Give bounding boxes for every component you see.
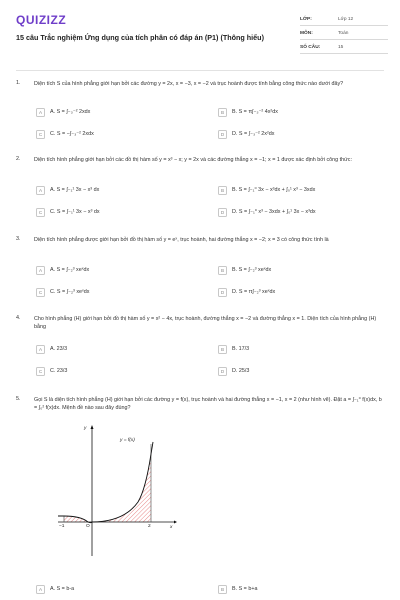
option-b[interactable] — [218, 185, 368, 197]
header-divider — [16, 70, 384, 71]
option-text: C. S = ∫₋₂³ xeˣdx — [50, 289, 90, 295]
function-graph-figure — [54, 424, 178, 560]
option-badge: A — [36, 345, 45, 354]
question-text: Diện tích hình phẳng được giới hạn bởi đồ thị hàm số y = eˣ, trục hoành, hai đường thẳng x = −2; x = 3 có công thức tính là — [34, 237, 329, 243]
shaded-area-right — [92, 454, 151, 522]
option-text: D. S = ∫₋₃⁻² 2x²dx — [232, 131, 275, 137]
meta-subject-label: MÔN: — [300, 31, 313, 36]
option-badge: B — [218, 266, 227, 275]
question-text: Diện tích hình phẳng giới hạn bởi các đồ thị hàm số y = x³ − x; y = 2x và các đường thẳng x = −1; x = 1 được xác định bởi công thức: — [34, 157, 352, 163]
y-axis-arrow — [91, 425, 94, 429]
option-badge: C — [36, 208, 45, 217]
option-badge: C — [36, 130, 45, 139]
meta-count-label: SỐ CÂU: — [300, 45, 321, 50]
y-axis-label: y — [84, 426, 87, 431]
option-c[interactable] — [36, 207, 186, 219]
option-badge: D — [218, 367, 227, 376]
option-badge: B — [218, 345, 227, 354]
x-axis-label: x — [170, 525, 173, 530]
meta-grade-value: Lớp 12 — [338, 17, 354, 22]
option-text: A. 23/3 — [50, 346, 68, 352]
question-number: 4. — [16, 315, 21, 321]
option-c[interactable] — [36, 287, 186, 299]
option-text: A. S = b-a — [50, 586, 75, 592]
meta-subject-value: Toán — [338, 31, 349, 36]
option-badge: B — [218, 186, 227, 195]
option-badge: B — [218, 585, 227, 594]
option-text: C. 23/3 — [50, 368, 68, 374]
question-number: 2. — [16, 156, 21, 162]
document-header — [0, 0, 400, 68]
origin-label: O — [86, 524, 90, 529]
option-text: D. 25/3 — [232, 368, 250, 374]
option-text: A. S = ∫₋₃⁻² 2xdx — [50, 109, 91, 115]
option-text: B. 17/3 — [232, 346, 250, 352]
option-badge: A — [36, 585, 45, 594]
quizizz-logo: QUIZIZZ — [16, 13, 67, 27]
meta-count-value: 15 — [338, 45, 344, 50]
tick-neg-label: −1 — [59, 524, 65, 529]
option-text: B. S = π∫₋₃⁻² 4x²dx — [232, 109, 278, 115]
option-a[interactable] — [36, 584, 186, 596]
option-b[interactable] — [218, 265, 368, 277]
option-b[interactable] — [218, 107, 368, 119]
option-a[interactable] — [36, 107, 186, 119]
option-badge: D — [218, 130, 227, 139]
meta-grade — [300, 14, 388, 26]
option-a[interactable] — [36, 265, 186, 277]
question-text: Cho hình phẳng (H) giới hạn bởi đồ thị hàm số y = x² − 4x, trục hoành, đường thẳng x = −2 và đường thẳng x = 1. Diện tích của hình phẳng (H) bằng — [34, 316, 377, 331]
option-d[interactable] — [218, 129, 368, 141]
option-a[interactable] — [36, 185, 186, 197]
question-number: 1. — [16, 80, 21, 86]
option-c[interactable] — [36, 129, 186, 141]
option-text: A. S = ∫₋₁¹ 3x − x³ dx — [50, 187, 100, 193]
option-b[interactable] — [218, 584, 368, 596]
option-text: D. S = π∫₋₂³ xeˣdx — [232, 289, 276, 295]
option-text: B. S = ∫₋₂³ xeˣdx — [232, 267, 272, 273]
option-badge: A — [36, 186, 45, 195]
option-badge: D — [218, 288, 227, 297]
option-text: B. S = b+a — [232, 586, 258, 592]
curve-label: y = f(x) — [120, 438, 135, 443]
question-text: Gọi S là diện tích hình phẳng (H) giới hạn bởi các đường y = f(x), trục hoành và hai đường thẳng x = −1, x = 2 (như hình vẽ). Đặt a = ∫₋₁⁰ f(x)dx, b = ∫₀² f(x)dx. Mệnh đề nào sau đây đúng? — [34, 397, 382, 412]
option-badge: A — [36, 266, 45, 275]
option-badge: C — [36, 367, 45, 376]
function-graph — [54, 424, 178, 560]
option-b[interactable] — [218, 344, 368, 356]
option-d[interactable] — [218, 287, 368, 299]
x-axis-arrow — [174, 521, 177, 524]
question-number: 5. — [16, 396, 21, 402]
option-badge: A — [36, 108, 45, 117]
option-text: C. S = ∫₋₁¹ 3x − x³ dx — [50, 209, 100, 215]
option-text: A. S = ∫₋₂³ xeˣdx — [50, 267, 90, 273]
option-badge: B — [218, 108, 227, 117]
tick-pos-label: 2 — [148, 524, 151, 529]
meta-subject — [300, 28, 388, 40]
option-badge: C — [36, 288, 45, 297]
option-badge: D — [218, 208, 227, 217]
option-c[interactable] — [36, 366, 186, 378]
option-a[interactable] — [36, 344, 186, 356]
document-title: 15 câu Trắc nghiệm Ứng dụng của tích phân có đáp án (P1) (Thông hiểu) — [16, 33, 264, 42]
question-number: 3. — [16, 236, 21, 242]
meta-grade-label: LỚP: — [300, 17, 312, 22]
option-text: C. S = −∫₋₃⁻² 2xdx — [50, 131, 94, 137]
meta-count — [300, 42, 388, 54]
option-text: B. S = ∫₋₁⁰ 3x − x³dx + ∫₀¹ x³ − 3xdx — [232, 187, 316, 193]
option-d[interactable] — [218, 366, 368, 378]
question-text: Diện tích S của hình phẳng giới hạn bởi các đường y = 2x, x = −3, x = −2 và trục hoành được tính bằng công thức nào dưới đây? — [34, 81, 344, 87]
option-d[interactable] — [218, 207, 368, 219]
option-text: D. S = ∫₋₁⁰ x³ − 3xdx + ∫₀¹ 3x − x³dx — [232, 209, 316, 215]
